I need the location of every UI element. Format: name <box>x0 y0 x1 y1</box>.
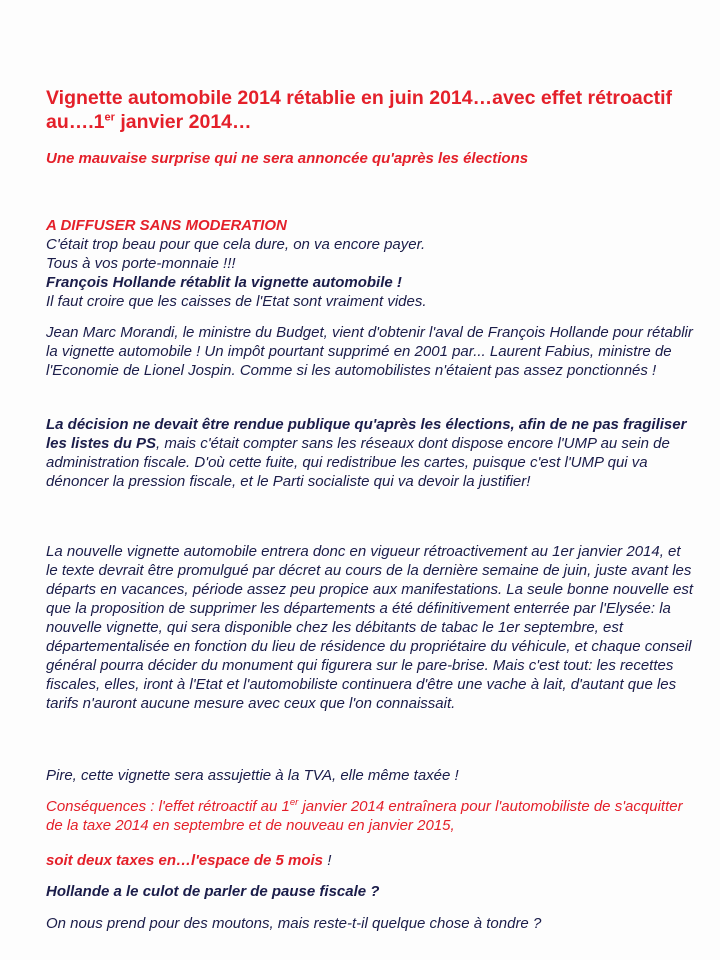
title-text-part1: Vignette automobile 2014 rétablie en juin 2014…avec effet rétroactif au….1 <box>46 87 673 133</box>
paragraph-8-text: On nous prend pour des moutons, mais reste-t-il quelque chose à tondre ? <box>46 915 542 932</box>
paragraph-4 <box>46 766 696 785</box>
intro-line-3: François Hollande rétablit la vignette automobile ! <box>46 274 402 291</box>
paragraph-1 <box>46 323 696 380</box>
paragraph-5-b: janvier 2014 entraînera pour l'automobiliste de s'acquitter de la taxe 2014 en septembre et de nouveau en janvier 2015, <box>46 798 683 834</box>
paragraph-2 <box>46 415 696 491</box>
intro-line-1: C'était trop beau pour que cela dure, on va encore payer. <box>46 236 426 253</box>
paragraph-6-bold: soit deux taxes en…l'espace de 5 mois <box>46 852 324 869</box>
intro-heading: A DIFFUSER SANS MODERATION <box>46 217 287 234</box>
subtitle: Une mauvaise surprise qui ne sera annoncée qu'après les élections <box>46 150 529 167</box>
paragraph-7-text: Hollande a le culot de parler de pause fiscale ? <box>46 883 380 900</box>
paragraph-3 <box>46 542 696 713</box>
paragraph-5-text <box>46 797 696 835</box>
paragraph-2-text <box>46 415 696 491</box>
paragraph-5 <box>46 797 696 835</box>
paragraph-3-text: La nouvelle vignette automobile entrera donc en vigueur rétroactivement au 1er janvier 2014, et le texte devrait être promulgué par décret au cours de la dernière semaine de juin, juste avant les départs en vacances, période assez peu propice aux manifestations. La seule bonne nouvelle est que la proposition de supprimer les départements a été définitivement enterrée par l'Elysée: la nouvelle vignette, qui sera disponible chez les débitants de tabac le 1er septembre, est départementalisée en fonction du lieu de résidence du propriétaire du véhicule, et chaque conseil général pourra décider du monument qui figurera sur le pare-brise. Mais c'est tout: les recettes fiscales, elles, iront à l'Etat et l'automobiliste continuera d'être une vache à lait, d'autant que les tarifs n'auront aucune mesure avec ceux que l'on connaissait. <box>46 543 694 712</box>
paragraph-2-rest: , mais c'était compter sans les réseaux dont dispose encore l'UMP au sein de administration fiscale. D'où cette fuite, qui redistribue les cartes, puisque c'est l'UMP qui va dénoncer la pression fiscale, et le Parti socialiste qui va devoir la justifier! <box>46 435 670 490</box>
paragraph-4-text: Pire, cette vignette sera assujettie à la TVA, elle même taxée ! <box>46 767 459 784</box>
title-superscript: er <box>104 111 115 124</box>
paragraph-8 <box>46 914 696 933</box>
paragraph-6-text <box>46 851 696 870</box>
paragraph-5-superscript: er <box>289 797 299 808</box>
paragraph-6-rest: ! <box>323 852 332 869</box>
paragraph-1-text: Jean Marc Morandi, le ministre du Budget, vient d'obtenir l'aval de François Hollande pour rétablir la vignette automobile ! Un impôt pourtant supprimé en 2001 par... Laurent Fabius, ministre de l'Economie de Lionel Jospin. Comme si les automobilistes n'étaient pas assez ponctionnés ! <box>46 324 693 379</box>
paragraph-6 <box>46 851 696 870</box>
paragraph-2-bold: La décision ne devait être rendue publique qu'après les élections, afin de ne pas fragiliser les listes du PS <box>46 416 687 452</box>
paragraph-7 <box>46 882 696 901</box>
intro-line-2: Tous à vos porte-monnaie !!! <box>46 255 236 272</box>
intro-line-4: Il faut croire que les caisses de l'Etat sont vraiment vides. <box>46 293 427 310</box>
page-title <box>46 86 696 134</box>
title-text-part2: janvier 2014… <box>114 111 252 133</box>
paragraph-5-a: Conséquences : l'effet rétroactif au 1 <box>46 798 290 815</box>
intro-section <box>46 216 696 311</box>
